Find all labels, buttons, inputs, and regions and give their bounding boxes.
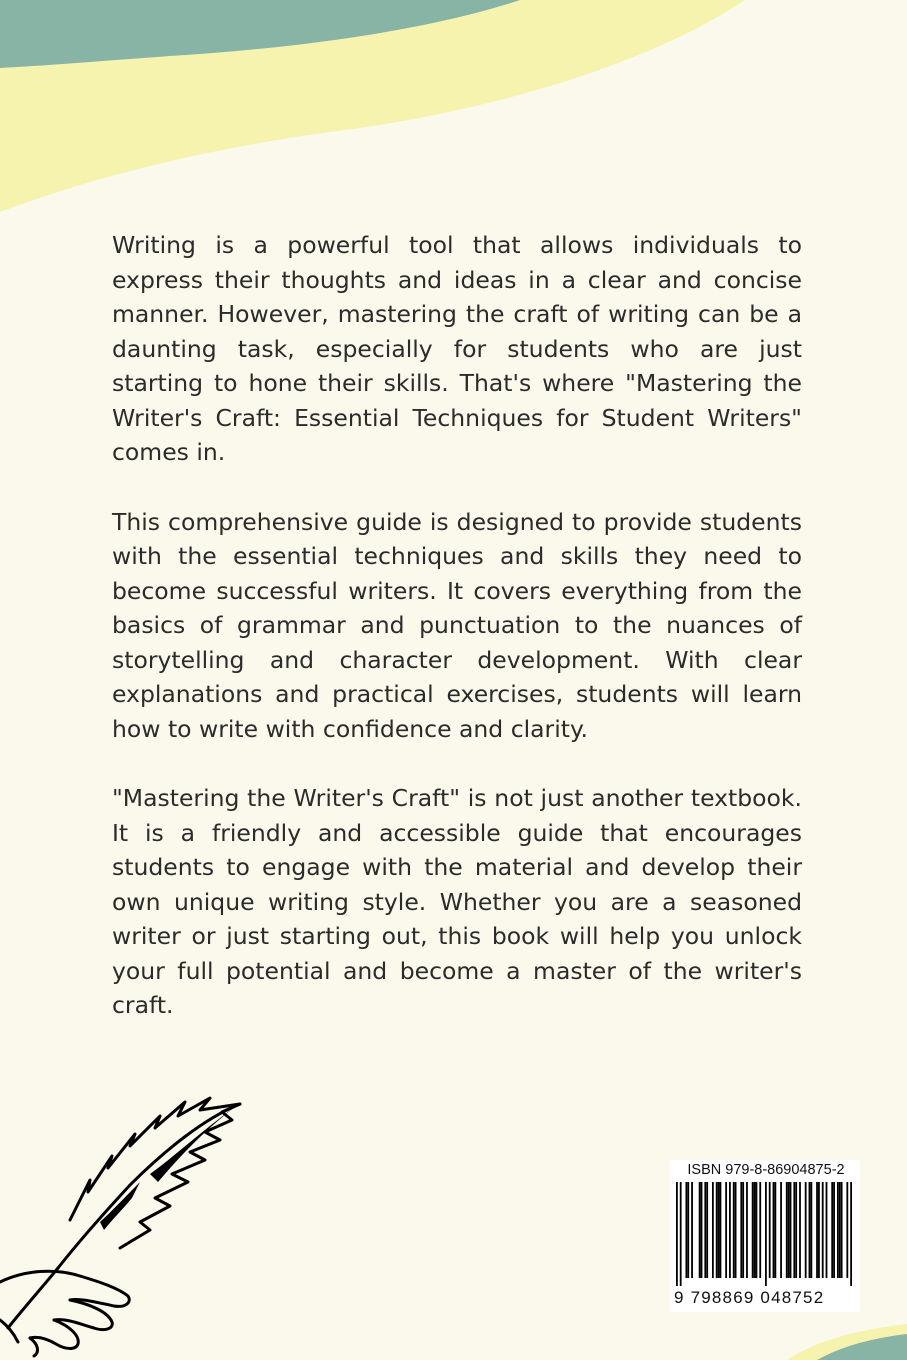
barcode-bar [831, 1182, 833, 1278]
isbn-digits: 9 798869 048752 [674, 1288, 825, 1307]
barcode-bar [780, 1182, 782, 1278]
barcode-bar [756, 1182, 758, 1278]
barcode-bar [850, 1182, 852, 1286]
top-wave-decoration [0, 0, 907, 220]
isbn-barcode [670, 1160, 860, 1312]
barcode-bar [699, 1182, 701, 1278]
barcode-bar [790, 1182, 792, 1278]
blurb-paragraph-3: "Mastering the Writer's Craft" is not just another textbook. It is a friendly and accessible guide that encourages students to engage with the material and develop their own unique writing style. Whether you are a seasoned writer or just starting out, this book will help you unlock your full potential and become a master of the writer's craft. [112, 784, 802, 1019]
barcode-bar [818, 1182, 820, 1278]
barcode-bar [788, 1182, 790, 1278]
barcode-bar [706, 1182, 708, 1278]
barcode-bar [742, 1182, 744, 1278]
quill-hand-icon [0, 1090, 250, 1360]
barcode-bar [846, 1182, 848, 1278]
barcode-bar [841, 1182, 843, 1278]
barcode-bar [769, 1182, 771, 1278]
barcode-bar [774, 1182, 776, 1278]
barcode-bar [839, 1182, 841, 1278]
barcode-bar [704, 1182, 706, 1278]
barcode-bar [809, 1182, 811, 1278]
isbn-label: ISBN 979-8-86904875-2 [687, 1162, 845, 1178]
barcode-bar [687, 1182, 689, 1278]
blurb-paragraph-2: This comprehensive guide is designed to provide students with the essential techniques and skills they need to become successful writers. It covers everything from the basics of grammar and punctuation to the nuances of storytelling and character development. With clear explanations and practical exercises, students will learn how to write with confidence and clarity. [112, 507, 802, 743]
barcode-bar [740, 1182, 742, 1278]
barcode-bars [676, 1182, 854, 1286]
back-cover-blurb [112, 228, 802, 1058]
barcode-bar [716, 1182, 718, 1278]
barcode-bar [752, 1182, 754, 1278]
barcode-bar [691, 1182, 693, 1278]
barcode-bar [816, 1182, 818, 1278]
barcode-bar [754, 1182, 756, 1278]
barcode-bar [765, 1182, 767, 1286]
barcode-bar [810, 1182, 812, 1278]
barcode-bar [712, 1182, 714, 1278]
barcode-bar [833, 1182, 835, 1278]
blurb-paragraph-1: Writing is a powerful tool that allows individuals to express their thoughts and ideas in a clear and concise manner. However, mastering the craft of writing can be a daunting task, especially for students who are just starting to hone their skills. That's where "Mastering the Writer's Craft: Essential Techniques for Student Writers" comes in. [112, 231, 802, 466]
barcode-bar [680, 1182, 682, 1286]
barcode-bar [826, 1182, 828, 1278]
barcode-bar [759, 1182, 761, 1278]
barcode-bar [676, 1182, 678, 1286]
barcode-bar [773, 1182, 775, 1278]
barcode-bar [701, 1182, 703, 1278]
barcode-bar [729, 1182, 731, 1278]
barcode-bar [799, 1182, 801, 1278]
barcode-bar [822, 1182, 824, 1278]
barcode-bar [725, 1182, 727, 1278]
barcode-bar [805, 1182, 807, 1278]
barcode-bar [733, 1182, 735, 1278]
bottom-corner-decoration [787, 1320, 907, 1360]
barcode-bar [685, 1182, 687, 1278]
barcode-bar [718, 1182, 720, 1278]
barcode-bar [795, 1182, 797, 1278]
barcode-bar [837, 1182, 839, 1278]
barcode-bar [735, 1182, 737, 1278]
barcode-bar [720, 1182, 722, 1278]
barcode-bar [746, 1182, 748, 1278]
barcode-bar [786, 1182, 788, 1278]
barcode-bar [793, 1182, 795, 1278]
